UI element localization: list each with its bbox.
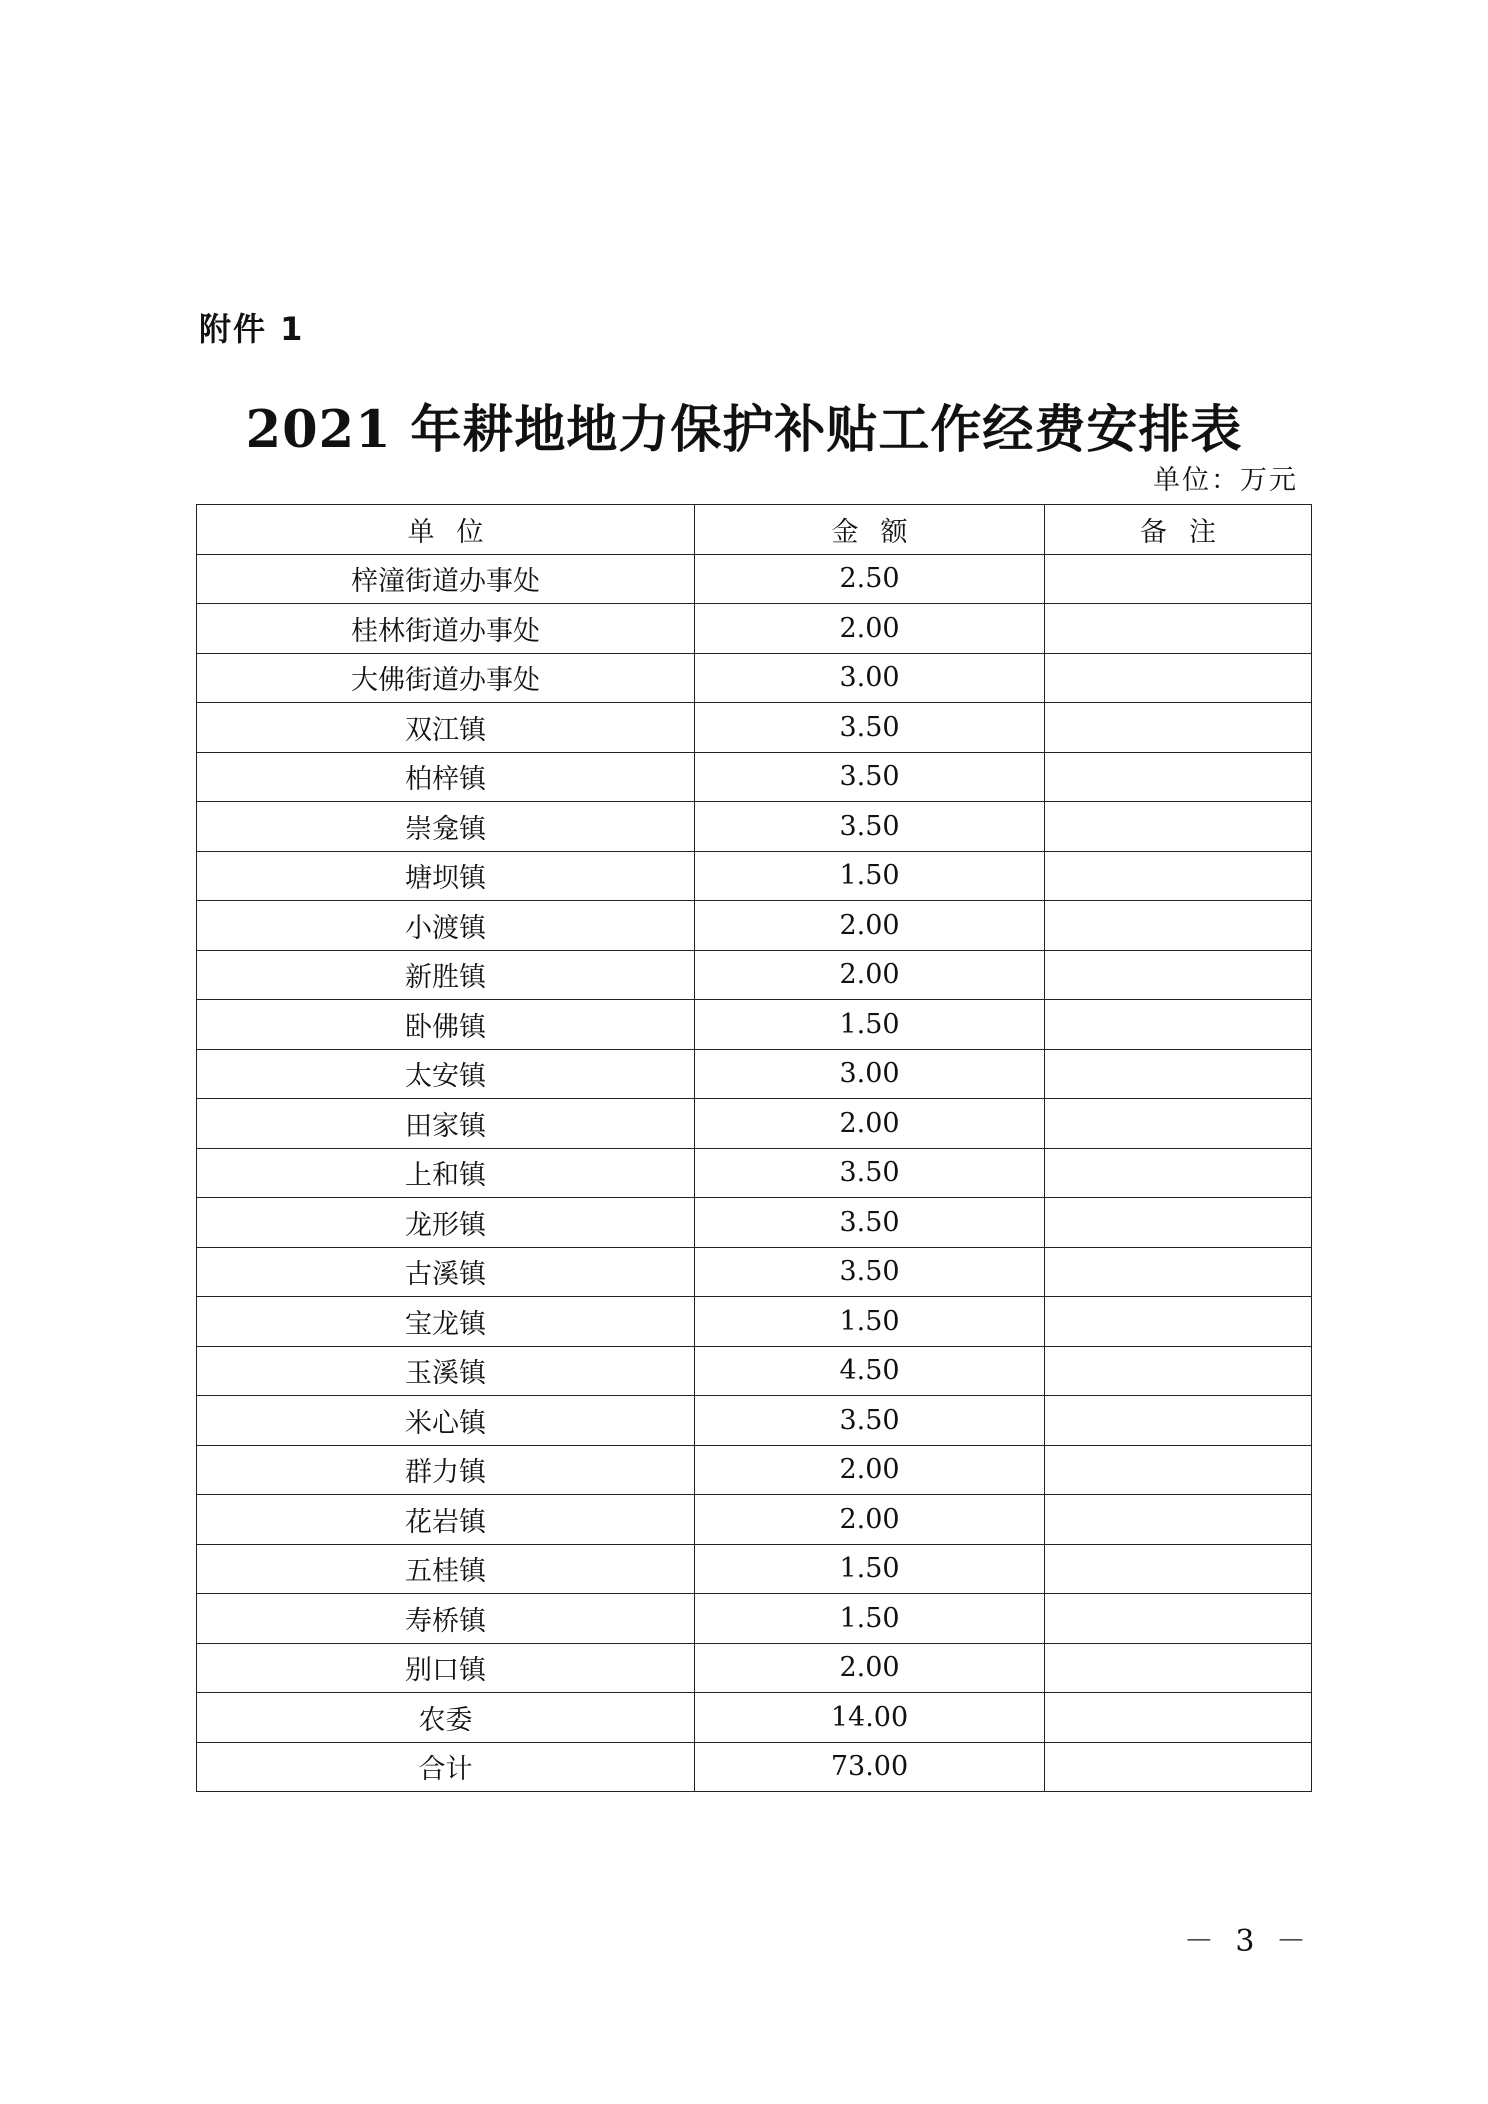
cell-note <box>1045 1643 1312 1693</box>
cell-note <box>1045 1297 1312 1347</box>
table-row <box>197 802 1312 852</box>
table-row <box>197 1544 1312 1594</box>
cell-amount: 3.50 <box>695 1198 1045 1248</box>
cell-note <box>1045 1594 1312 1644</box>
cell-amount: 1.50 <box>695 851 1045 901</box>
table-row <box>197 1198 1312 1248</box>
cell-amount: 3.50 <box>695 752 1045 802</box>
table-row <box>197 1594 1312 1644</box>
cell-unit: 梓潼街道办事处 <box>197 554 695 604</box>
cell-unit: 农委 <box>197 1693 695 1743</box>
table-header-row <box>197 505 1312 555</box>
cell-note <box>1045 752 1312 802</box>
cell-unit: 宝龙镇 <box>197 1297 695 1347</box>
cell-note <box>1045 604 1312 654</box>
cell-amount: 2.00 <box>695 1445 1045 1495</box>
cell-unit: 卧佛镇 <box>197 1000 695 1050</box>
cell-amount: 1.50 <box>695 1594 1045 1644</box>
table-row <box>197 604 1312 654</box>
cell-unit: 新胜镇 <box>197 950 695 1000</box>
table-row <box>197 1247 1312 1297</box>
cell-note <box>1045 1396 1312 1446</box>
cell-note <box>1045 1742 1312 1792</box>
cell-note <box>1045 554 1312 604</box>
cell-note <box>1045 703 1312 753</box>
cell-unit: 古溪镇 <box>197 1247 695 1297</box>
cell-amount: 4.50 <box>695 1346 1045 1396</box>
cell-amount: 2.00 <box>695 1495 1045 1545</box>
cell-unit: 大佛街道办事处 <box>197 653 695 703</box>
cell-amount: 3.50 <box>695 802 1045 852</box>
cell-unit: 崇龛镇 <box>197 802 695 852</box>
cell-unit: 上和镇 <box>197 1148 695 1198</box>
table-row <box>197 851 1312 901</box>
table-row <box>197 1346 1312 1396</box>
table-row <box>197 1396 1312 1446</box>
cell-amount: 3.50 <box>695 1247 1045 1297</box>
cell-amount: 3.00 <box>695 1049 1045 1099</box>
funds-table <box>196 504 1312 1792</box>
cell-unit: 双江镇 <box>197 703 695 753</box>
table-row <box>197 1693 1312 1743</box>
cell-note <box>1045 1049 1312 1099</box>
cell-note <box>1045 1099 1312 1149</box>
cell-unit: 玉溪镇 <box>197 1346 695 1396</box>
unit-note: 单位：万元 <box>1153 465 1298 496</box>
cell-amount: 3.50 <box>695 703 1045 753</box>
cell-note <box>1045 1495 1312 1545</box>
cell-amount: 2.00 <box>695 1099 1045 1149</box>
cell-note <box>1045 1148 1312 1198</box>
header-amount: 金额 <box>695 505 1045 555</box>
cell-note <box>1045 1544 1312 1594</box>
cell-unit: 寿桥镇 <box>197 1594 695 1644</box>
header-unit: 单位 <box>197 505 695 555</box>
cell-amount: 14.00 <box>695 1693 1045 1743</box>
cell-unit: 柏梓镇 <box>197 752 695 802</box>
cell-note <box>1045 1198 1312 1248</box>
cell-note <box>1045 1346 1312 1396</box>
cell-amount: 1.50 <box>695 1000 1045 1050</box>
cell-unit: 塘坝镇 <box>197 851 695 901</box>
table-row <box>197 1148 1312 1198</box>
cell-amount: 1.50 <box>695 1544 1045 1594</box>
page-number: － 3 － <box>1183 1924 1312 1959</box>
table-row <box>197 554 1312 604</box>
table-row <box>197 1049 1312 1099</box>
table-row <box>197 1742 1312 1792</box>
cell-amount: 2.00 <box>695 604 1045 654</box>
cell-unit: 群力镇 <box>197 1445 695 1495</box>
table-row <box>197 1643 1312 1693</box>
cell-unit: 田家镇 <box>197 1099 695 1149</box>
table-row <box>197 653 1312 703</box>
cell-amount: 3.50 <box>695 1396 1045 1446</box>
page-title: 2021 年耕地地力保护补贴工作经费安排表 <box>245 400 1243 460</box>
cell-note <box>1045 901 1312 951</box>
table-row <box>197 901 1312 951</box>
table-row <box>197 703 1312 753</box>
cell-unit: 合计 <box>197 1742 695 1792</box>
table-row <box>197 1000 1312 1050</box>
cell-note <box>1045 1693 1312 1743</box>
table-row <box>197 1099 1312 1149</box>
cell-unit: 花岩镇 <box>197 1495 695 1545</box>
cell-note <box>1045 802 1312 852</box>
table-row <box>197 752 1312 802</box>
table-row <box>197 950 1312 1000</box>
cell-note <box>1045 950 1312 1000</box>
cell-note <box>1045 1247 1312 1297</box>
cell-unit: 米心镇 <box>197 1396 695 1446</box>
cell-unit: 桂林街道办事处 <box>197 604 695 654</box>
header-note: 备注 <box>1045 505 1312 555</box>
cell-amount: 2.50 <box>695 554 1045 604</box>
table-row <box>197 1445 1312 1495</box>
cell-amount: 2.00 <box>695 901 1045 951</box>
cell-amount: 2.00 <box>695 1643 1045 1693</box>
cell-amount: 3.00 <box>695 653 1045 703</box>
cell-note <box>1045 851 1312 901</box>
cell-unit: 小渡镇 <box>197 901 695 951</box>
cell-amount: 73.00 <box>695 1742 1045 1792</box>
table-row <box>197 1297 1312 1347</box>
cell-amount: 1.50 <box>695 1297 1045 1347</box>
cell-amount: 2.00 <box>695 950 1045 1000</box>
table-row <box>197 1495 1312 1545</box>
cell-note <box>1045 1445 1312 1495</box>
cell-unit: 别口镇 <box>197 1643 695 1693</box>
cell-unit: 太安镇 <box>197 1049 695 1099</box>
cell-amount: 3.50 <box>695 1148 1045 1198</box>
cell-note <box>1045 1000 1312 1050</box>
table-body <box>197 554 1312 1792</box>
cell-note <box>1045 653 1312 703</box>
attachment-label: 附件 1 <box>199 310 305 348</box>
cell-unit: 五桂镇 <box>197 1544 695 1594</box>
cell-unit: 龙形镇 <box>197 1198 695 1248</box>
